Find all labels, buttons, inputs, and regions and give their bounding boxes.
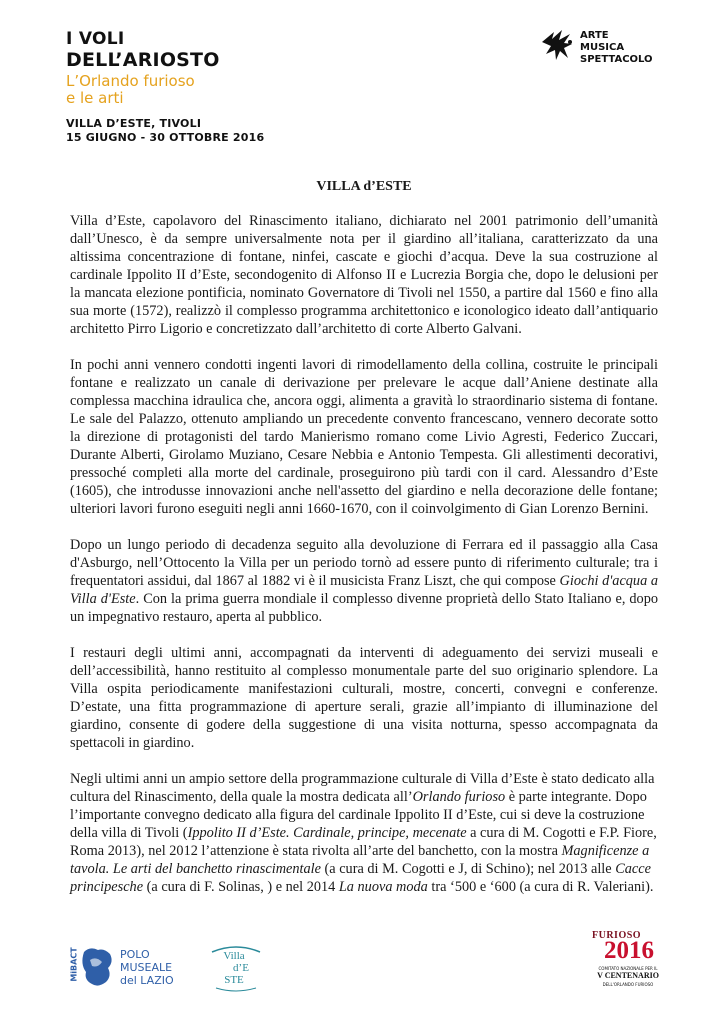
header-subtitle-line1: L’Orlando furioso — [66, 72, 195, 90]
document-title: VILLA d’ESTE — [316, 179, 412, 194]
paragraph-5-text-e: (a cura di F. Solinas, ) e nel 2014 — [143, 879, 339, 895]
paragraph-5-text-d: (a cura di M. Cogotti e J, di Schino); nel 2013 alle — [320, 861, 616, 877]
exhibition-header — [66, 30, 264, 145]
paragraph-5-italic-4: Cacce principesche — [70, 861, 651, 895]
logo-line-musica: MUSICA — [580, 42, 625, 53]
winged-horse-icon — [540, 28, 578, 62]
paragraph-5-italic-1: Orlando furioso — [412, 789, 506, 805]
paragraph-2: In pochi anni vennero condotti ingenti lavori di rimodellamento della collina, costruite le principali fontane e realizzato un canale di derivazione per prelevare le acque dall’Aniene destinate alla complessa macchina idraulica che, ancora oggi, alimenta a gravità lo straordinario sistema di fontane. Le sale del Palazzo, ottenuto ampliando un precedente convento francescano, vennero decorate sotto la direzione di protagonisti del tardo Manierismo romano come Livio Agresti, Federico Zuccari, Durante Alberti, Girolamo Muziano, Cesare Nebbia e Antonio Tempesta. Gli allestimenti decorativi, pressoché completi alla morte del cardinale, proseguirono più tardi con il card. Alessandro d’Este (1605), che introdusse innovazioni anche nell'assetto del giardino e nella decorazione delle fontane; ulteriori lavori furono eseguiti negli anni 1660-1670, con il coinvolgimento di Gian Lorenzo Bernini. — [70, 357, 658, 517]
paragraph-5-text-b: è parte integrante. Dopo l’importante convegno dedicato alla figura del cardinale Ippolito II d’Este, cui si deve la costruzione della villa di Tivoli ( — [70, 789, 647, 841]
header-subtitle-line2: e le arti — [66, 89, 124, 107]
villa-deste-logo — [206, 944, 266, 994]
furioso-2016-logo — [592, 930, 664, 994]
ste-label: STE — [224, 974, 244, 986]
paragraph-3-italic: Giochi d'acqua a Villa d'Este — [70, 573, 659, 607]
polo-museale-lazio-logo — [66, 944, 196, 992]
header-dates: 15 GIUGNO - 30 OTTOBRE 2016 — [66, 131, 265, 144]
paragraph-1: Villa d’Este, capolavoro del Rinascimento italiano, dichiarato nel 2001 patrimonio dell’umanità dall’Unesco, è da sempre universalmente nota per il giardino all’italiana, caratterizzato da una altissima concentrazione di fontane, ninfei, cascate e giochi d’acqua. Deve la sua costruzione al cardinale Ippolito II d’Este, secondogenito di Alfonso II e Lucrezia Borgia che, dopo le delusioni per la mancata elezione pontificia, nominato Governatore di Tivoli nel 1550, a partire dal 1560 e fino alla sua morte (1572), realizzò il complesso programma architettonico e iconologico ideato dall’antiquario architetto Pirro Ligorio e concretizzato dall’architetto di corte Alberto Galvani. — [70, 213, 658, 337]
paragraph-5-text-f: tra ‘500 e ‘600 (a cura di R. Valeriani). — [427, 879, 654, 895]
furioso-year: 2016 — [604, 937, 654, 964]
paragraph-4: I restauri degli ultimi anni, accompagnati da interventi di adeguamento dei servizi museali e dell’accessibilità, hanno restituito al complesso monumentale parte del suo originario splendore. La Villa ospita periodicamente manifestazioni culturali, mostre, concerti, convegni e conferenze. D’estate, una fitta programmazione di aperture serali, grazie all’impianto di illuminazione del giardino, consente di godere della suggestione di una visita notturna, spesso accompagnata da spettacoli in giardino. — [70, 645, 658, 751]
header-title-line2: DELL’ARIOSTO — [66, 49, 220, 71]
paragraph-5-text-a: Negli ultimi anni un ampio settore della programmazione culturale di Villa d’Este è stato dedicato alla cultura del Rinascimento, della quale la mostra dedicata all’ — [70, 771, 655, 805]
furioso-word: FURIOSO — [592, 930, 642, 941]
centenario-label: V CENTENARIO — [597, 971, 659, 980]
logo-line-spettacolo: SPETTACOLO — [580, 54, 653, 65]
paragraph-5-text-c: a cura di M. Cogotti e F.P. Fiore, Roma 2013), nel 2012 l’attenzione è stata rivolta all’arte del banchetto, con la mostra — [70, 825, 657, 859]
mibact-vertical-label: MiBACT — [69, 947, 79, 982]
logo-line-arte: ARTE — [580, 30, 609, 41]
header-place: VILLA D’ESTE, TIVOLI — [66, 117, 202, 130]
orlando-furioso-label: DELL'ORLANDO FURIOSO — [602, 982, 654, 987]
museale-label: MUSEALE — [120, 961, 173, 974]
paragraph-3 — [70, 536, 658, 626]
comitato-label: COMITATO NAZIONALE PER IL — [598, 966, 658, 971]
document-body — [70, 178, 658, 914]
arte-musica-spettacolo-logo — [540, 28, 653, 66]
paragraph-3-text-a: Dopo un lungo periodo di decadenza seguito alla devoluzione di Ferrara ed il passaggio alla Casa d'Asburgo, nell’Ottocento la Villa per un periodo tornò ad essere punto di riferimento culturale; tra i frequentatori assidui, dal 1867 al 1882 vi è il musicista Franz Liszt, che qui compose — [70, 537, 658, 589]
paragraph-3-text-b: . Con la prima guerra mondiale il complesso divenne proprietà dello Stato Italiano e, dopo un impegnativo restauro, aperta al pubblico. — [70, 591, 659, 625]
paragraph-5-italic-3: Magnificenze a tavola. Le arti del banchetto rinascimentale — [70, 843, 650, 877]
villa-label: Villa — [223, 950, 245, 962]
header-title-line1: I VOLI — [66, 29, 125, 49]
paragraph-5 — [70, 770, 658, 896]
del-lazio-label: del LAZIO — [120, 974, 174, 987]
lazio-map-icon — [80, 946, 116, 995]
polo-label: POLO — [120, 948, 150, 961]
paragraph-5-italic-2: Ippolito II d’Este. Cardinale, principe, mecenate — [187, 825, 467, 841]
paragraph-5-italic-5: La nuova moda — [338, 879, 428, 895]
de-label: d’E — [233, 962, 249, 974]
